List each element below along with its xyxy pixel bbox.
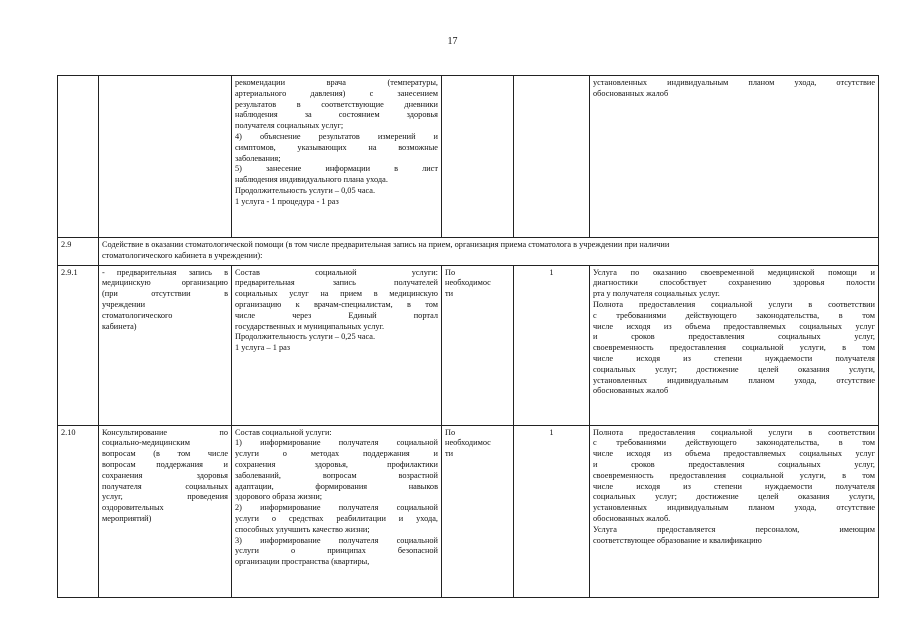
service-content-line: сохранения здоровья, профилактики [235, 459, 438, 469]
volume-cell [514, 425, 590, 597]
quality-line: Услуга по оказанию своевременной медицинской помощи и [593, 267, 875, 277]
row-number-cell [58, 425, 99, 597]
service-content-line: услуги о методах поддержания и [235, 449, 438, 459]
quality-line: обоснованных жалоб [593, 386, 669, 396]
periodicity-cell [442, 425, 514, 597]
service-content-line: рекомендации врача (температуры, [235, 78, 438, 87]
quality-indicators-cell [590, 76, 879, 238]
service-content-line: услуги о средствах реабилитации и ухода, [235, 513, 438, 523]
service-content-cell [232, 265, 442, 425]
service-content-line: 4) объяснение результатов измерений и [235, 131, 438, 141]
service-name-line: мероприятий) [102, 513, 152, 523]
quality-line: установленных индивидуальным планом ухода, отсутствие [593, 503, 875, 513]
table-row [58, 425, 879, 597]
service-content-line: Состав социальной услуги: [235, 427, 332, 437]
service-name-line: сохранения здоровья [102, 470, 228, 480]
quality-line: социальных услуг; достижение целей оказания услуги, [593, 492, 875, 502]
quality-line: социальных услуг; достижение целей оказания услуги, [593, 364, 875, 374]
quality-line: Услуга предоставляется персоналом, имеющим [593, 524, 875, 534]
service-content-line: 1) информирование получателя социальной [235, 438, 438, 448]
row-number: 2.10 [61, 427, 76, 437]
service-content-line: 1 услуга – 1 раз [235, 343, 291, 353]
quality-line: с требованиями действующего законодательства, в том [593, 438, 875, 448]
volume-value: 1 [549, 267, 554, 277]
service-content-line: результатов в соответствующие дневники [235, 99, 438, 109]
service-content-line: организацию к врачам-специалистам, в том [235, 299, 438, 309]
row-number: 2.9 [61, 240, 72, 249]
periodicity-line: По [445, 267, 456, 277]
services-table [57, 75, 879, 598]
service-content-line: 5) занесение информации в лист [235, 164, 438, 174]
quality-line: и сроков предоставления социальных услуг, [593, 459, 875, 469]
quality-line: соответствующее образование и квалификацию [593, 535, 762, 545]
service-name-line: вопросам поддержания и [102, 459, 228, 469]
table-row [58, 265, 879, 425]
service-content-line: 1 услуга - 1 процедура - 1 раз [235, 196, 339, 206]
periodicity-line: По [445, 427, 456, 437]
service-name-line: социально-медицинским [102, 438, 190, 448]
quality-indicators-cell [590, 265, 879, 425]
service-name-line: получателя социальных [102, 481, 228, 491]
service-name-line: медицинскую организацию [102, 278, 228, 288]
periodicity-line: необходимос [445, 438, 491, 448]
service-name-line: (при отсутствии в [102, 289, 228, 299]
table-row [58, 76, 879, 238]
service-name-line: стоматологического [102, 310, 173, 320]
service-content-line: 2) информирование получателя социальной [235, 503, 438, 513]
service-name-line: учреждении [102, 299, 146, 309]
quality-line: числе исходя из объема предоставляемых социальных услуг [593, 449, 875, 459]
quality-line: обоснованных жалоб. [593, 513, 671, 523]
quality-line: Полнота предоставления социальной услуги в соответствии [593, 299, 875, 309]
service-content-cell [232, 76, 442, 238]
service-content-line: способных улучшить качество жизни; [235, 524, 370, 534]
service-content-cell [232, 425, 442, 597]
volume-cell [514, 76, 590, 238]
section-title-cell [99, 238, 879, 266]
service-content-line: услуги о принципах безопасной [235, 546, 438, 556]
quality-line: рта у получателя социальных услуг. [593, 289, 720, 299]
table-row [58, 238, 879, 266]
quality-line: и сроков предоставления социальных услуг, [593, 332, 875, 342]
service-name-line: оздоровительных [102, 503, 164, 513]
service-content-line: социальных услуг на прием в медицинскую [235, 289, 438, 299]
volume-value: 1 [549, 427, 554, 437]
periodicity-line: ти [445, 449, 454, 459]
service-content-line: адаптации, формирования навыков [235, 481, 438, 491]
quality-line: Полнота предоставления социальной услуги в соответствии [593, 427, 875, 437]
quality-line: диагностики способствует сохранению здоровья полости [593, 278, 875, 288]
row-number-cell [58, 238, 99, 266]
service-content-line: предварительная запись получателей [235, 278, 438, 288]
section-title-line: Содействие в оказании стоматологической помощи (в том числе предварительная запись на прием, организация приема стоматолога в учреждении при наличии [102, 240, 670, 249]
service-content-line: наблюдения за состоянием здоровья [235, 110, 438, 120]
service-name-cell [99, 425, 232, 597]
periodicity-line: необходимос [445, 278, 491, 288]
service-content-line: заболевания; [235, 153, 281, 163]
quality-line: установленных индивидуальным планом ухода, отсутствие [593, 375, 875, 385]
service-name-line: вопросам (в том числе [102, 449, 228, 459]
service-content-line: артериального давления) с занесением [235, 88, 438, 98]
periodicity-cell [442, 76, 514, 238]
quality-line: числе исходя из степени нуждаемости получателя [593, 353, 875, 363]
service-name-cell [99, 76, 232, 238]
service-content-line: Продолжительность услуги – 0,25 часа. [235, 332, 376, 342]
quality-line: числе исходя из объема предоставляемых социальных услуг [593, 321, 875, 331]
row-number: 2.9.1 [61, 267, 78, 277]
service-content-line: заболеваний, вопросам возрастной [235, 470, 438, 480]
periodicity-line: ти [445, 289, 454, 299]
service-name-line: кабинета) [102, 321, 137, 331]
quality-line: своевременность предоставления социальной услуги, в том [593, 343, 875, 353]
service-name-cell [99, 265, 232, 425]
row-number-cell [58, 265, 99, 425]
quality-line: числе исходя из степени нуждаемости получателя [593, 481, 875, 491]
page-number: 17 [447, 36, 458, 47]
service-content-line: симптомов, указывающих на возможные [235, 142, 438, 152]
service-content-line: 3) информирование получателя социальной [235, 535, 438, 545]
row-number-cell [58, 76, 99, 238]
quality-line: обоснованных жалоб [593, 88, 669, 98]
service-name-line: Консультирование по [102, 427, 228, 437]
service-name-line: услуг, проведения [102, 492, 228, 502]
service-content-line: Состав социальной услуги: [235, 267, 438, 277]
service-content-line: организации пространства (квартиры, [235, 557, 370, 567]
periodicity-cell [442, 265, 514, 425]
quality-indicators-cell [590, 425, 879, 597]
service-content-line: получателя социальных услуг; [235, 121, 344, 131]
service-name-line: - предварительная запись в [102, 267, 228, 277]
section-title-line: стоматологического кабинета в учреждении): [102, 250, 263, 260]
quality-line: своевременность предоставления социальной услуги, в том [593, 470, 875, 480]
service-content-line: наблюдения индивидуального плана ухода. [235, 175, 388, 185]
service-content-line: государственных и муниципальных услуг. [235, 321, 385, 331]
volume-cell [514, 265, 590, 425]
service-content-line: здорового образа жизни; [235, 492, 323, 502]
service-content-line: Продолжительность услуги – 0,05 часа. [235, 185, 376, 195]
quality-line: установленных индивидуальным планом ухода, отсутствие [593, 78, 875, 87]
quality-line: с требованиями действующего законодательства, в том [593, 310, 875, 320]
service-content-line: числе через Единый портал [235, 310, 438, 320]
